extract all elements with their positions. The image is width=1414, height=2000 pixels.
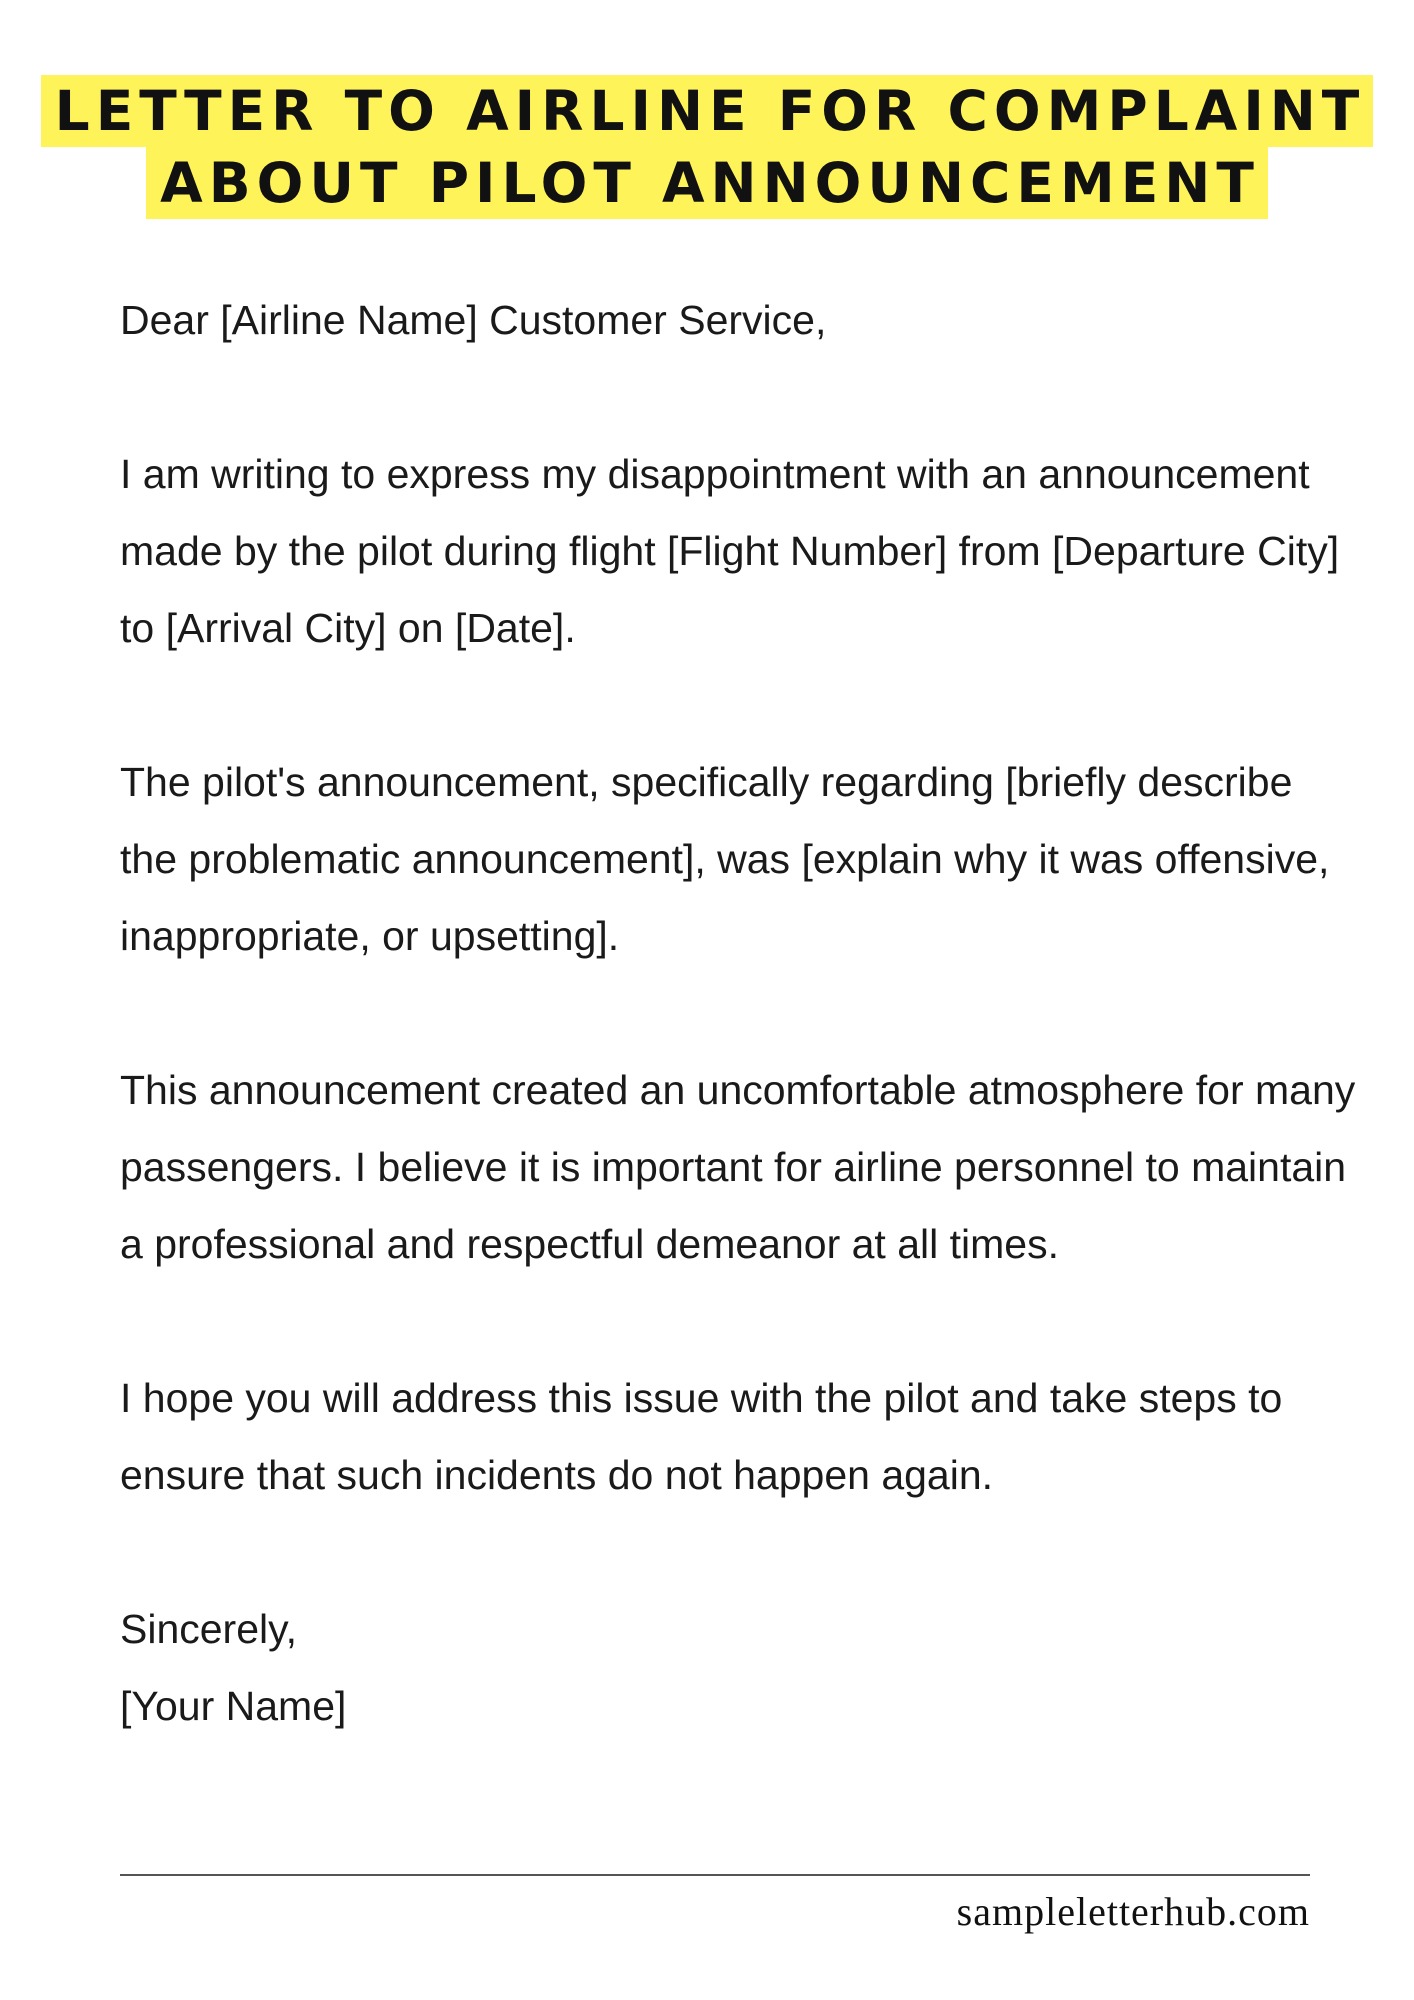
greeting: Dear [Airline Name] Customer Service, xyxy=(120,297,827,343)
signature-name: [Your Name] xyxy=(120,1683,347,1729)
paragraph-4: I hope you will address this issue with the pilot and take steps to ensure that such incidents do not happen again. xyxy=(120,1375,1283,1498)
paragraph-1: I am writing to express my disappointment with an announcement made by the pilot during flight [Flight Number] from [Departure City] to [Arrival City] on [Date]. xyxy=(120,451,1340,651)
paragraph-2: The pilot's announcement, specifically regarding [briefly describe the problematic announcement], was [explain why it was offensive, inappropriate, or upsetting]. xyxy=(120,759,1330,959)
site-name: sampleletterhub.com xyxy=(956,1889,1310,1934)
title-line-2: ABOUT PILOT ANNOUNCEMENT xyxy=(146,147,1268,219)
title-line-1: LETTER TO AIRLINE FOR COMPLAINT xyxy=(41,75,1374,147)
letter-body xyxy=(120,282,1360,1745)
footer-divider xyxy=(120,1874,1310,1876)
closing: Sincerely, xyxy=(120,1606,297,1652)
paragraph-3: This announcement created an uncomfortable atmosphere for many passengers. I believe it is important for airline personnel to maintain a professional and respectful demeanor at all times. xyxy=(120,1067,1356,1267)
letter-title xyxy=(0,75,1414,219)
